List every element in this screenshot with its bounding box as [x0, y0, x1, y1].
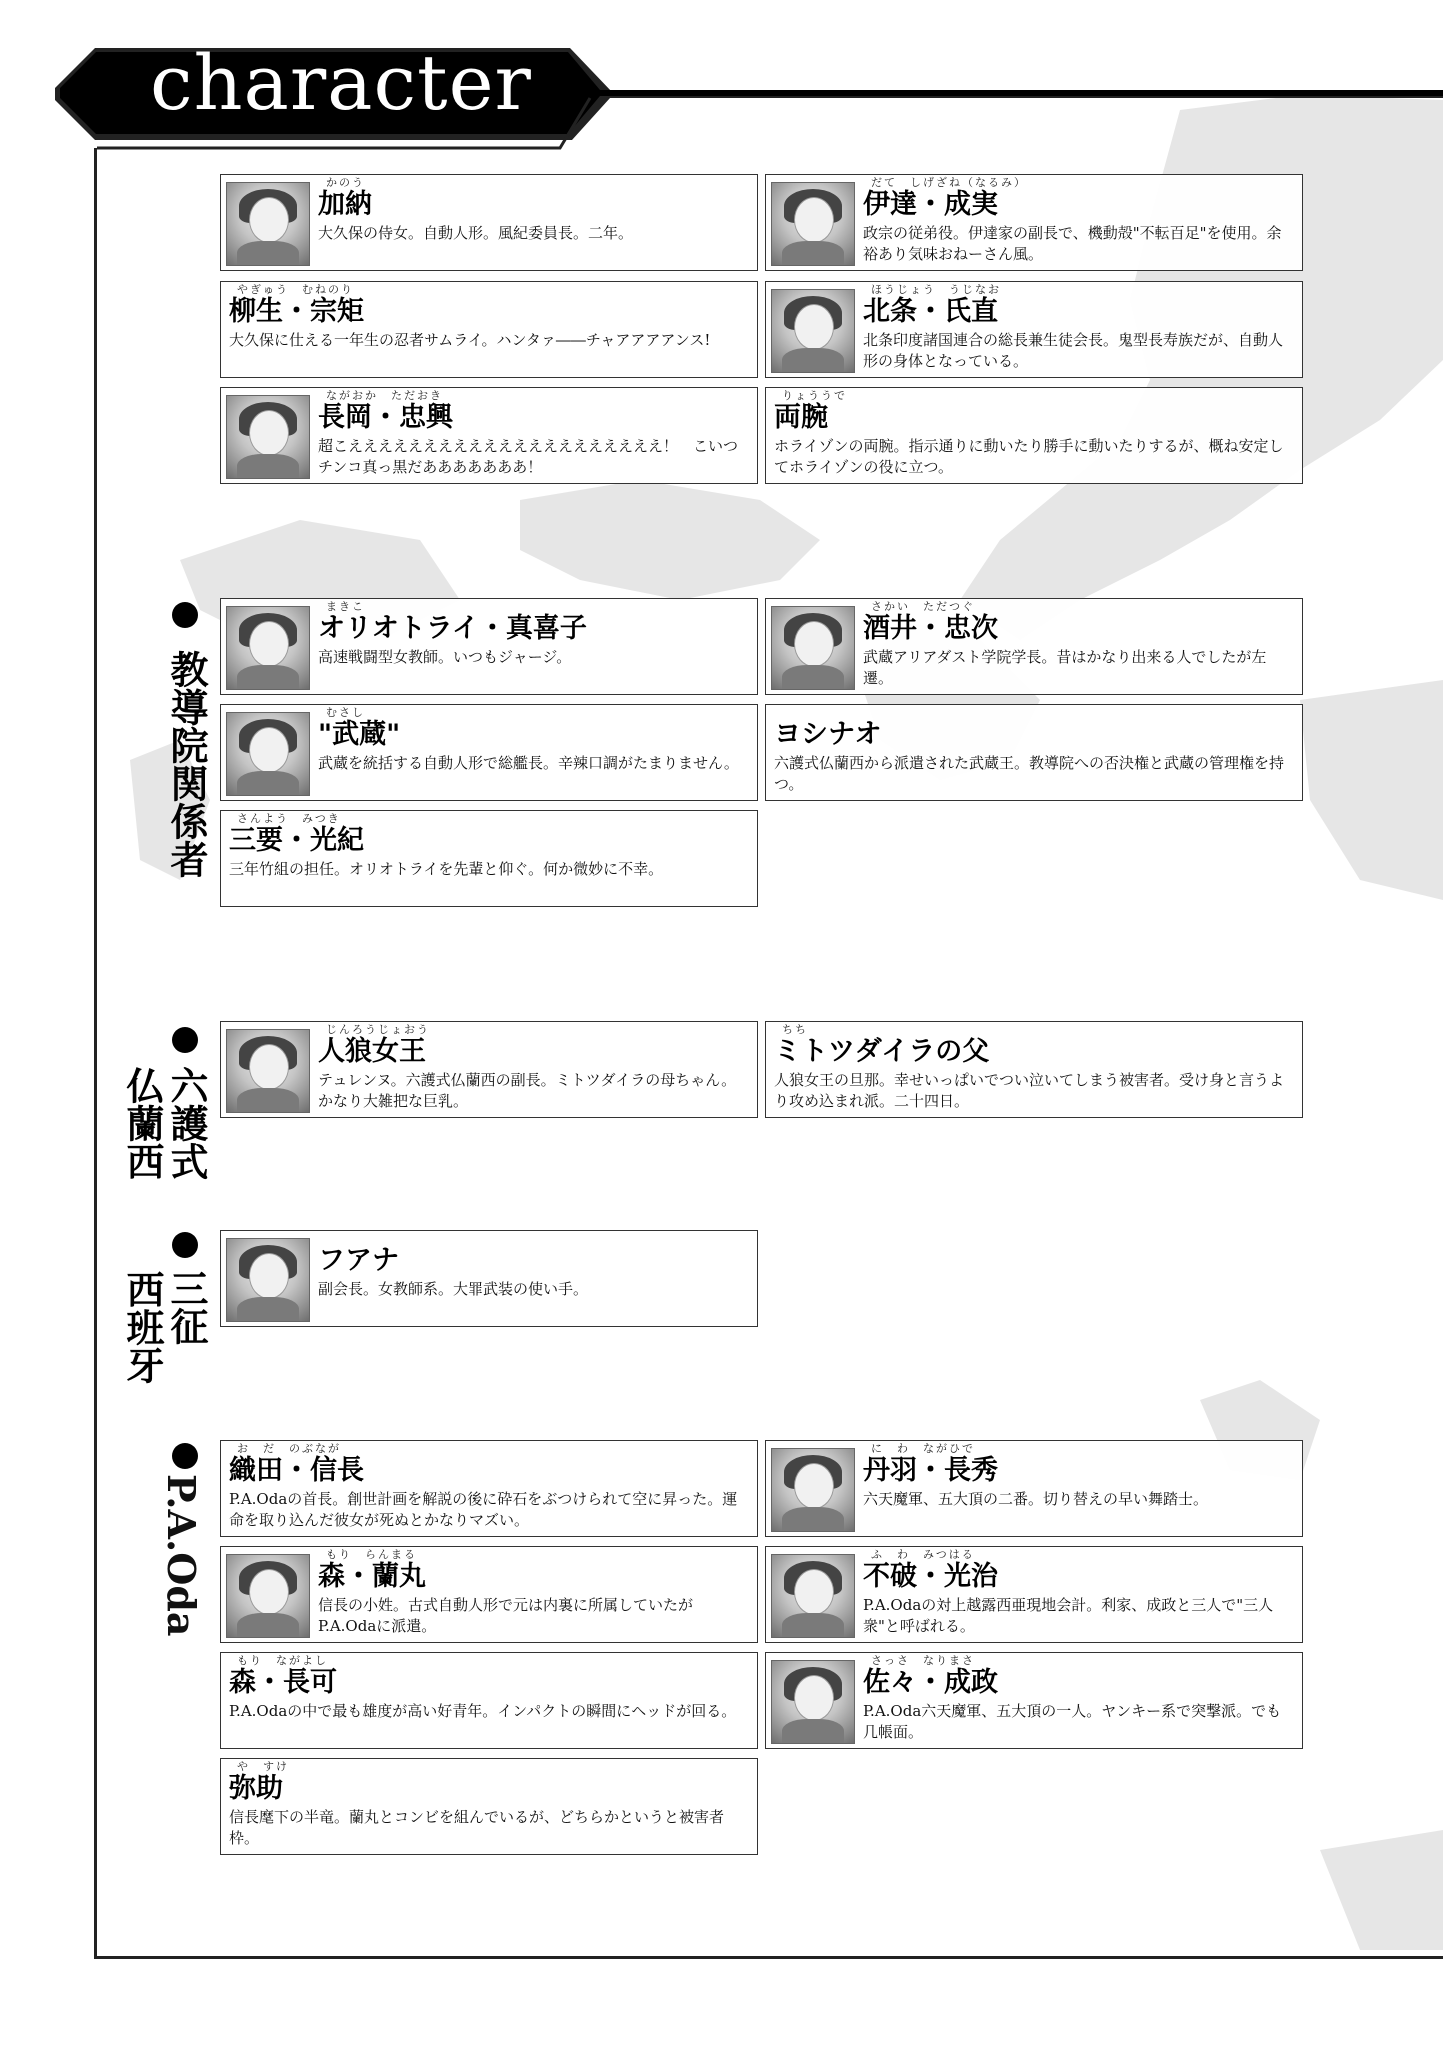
name-ruby: かのう — [326, 176, 365, 189]
name-ruby: やぎゅう むねのり — [237, 283, 354, 296]
character-description: 高速戦闘型女教師。いつもジャージ。 — [318, 648, 572, 666]
group-label-col2: 西班牙 — [120, 1270, 165, 1384]
character-name: ミトツダイラの父 — [774, 1036, 990, 1067]
character-description: 政宗の従弟役。伊達家の副長で、機動殻"不転百足"を使用。余裕あり気味おねーさん風。 — [863, 224, 1282, 263]
character-name: 人狼女王 — [318, 1036, 426, 1067]
frame-left-rule — [94, 148, 97, 1958]
character-description: 副会長。女教師系。大罪武装の使い手。 — [318, 1280, 589, 1298]
character-card — [765, 1652, 1303, 1749]
name-ruby: もり ながよし — [237, 1654, 328, 1667]
character-description: 大久保の侍女。自動人形。風紀委員長。二年。 — [318, 224, 634, 242]
name-ruby: りょううで — [782, 389, 847, 402]
character-card — [220, 387, 758, 484]
portrait-image — [771, 1554, 855, 1638]
name-ruby: ちち — [782, 1023, 808, 1036]
character-name: 丹羽・長秀 — [863, 1455, 998, 1486]
character-description: 信長麾下の半竜。蘭丸とコンビを組んでいるが、どちらかというと被害者枠。 — [229, 1808, 725, 1847]
name-ruby: さっさ なりまさ — [871, 1654, 975, 1667]
character-card — [765, 281, 1303, 378]
name-ruby: じんろうじょおう — [326, 1023, 430, 1036]
character-description: 人狼女王の旦那。幸せいっぱいでつい泣いてしまう被害者。受け身と言うより攻め込まれ派。二十四日。 — [774, 1071, 1285, 1110]
group-bullet — [172, 602, 198, 628]
group-label: P.A.Oda — [159, 1474, 204, 1637]
character-description: テュレンヌ。六護式仏蘭西の副長。ミトツダイラの母ちゃん。かなり大雑把な巨乳。 — [318, 1071, 737, 1110]
character-card — [765, 1546, 1303, 1643]
character-description: 武蔵アリアダスト学院学長。昔はかなり出来る人でしたが左遷。 — [863, 648, 1267, 687]
portrait-image — [771, 1448, 855, 1532]
name-ruby: に わ ながひで — [871, 1442, 975, 1455]
portrait-image — [226, 606, 310, 690]
character-card — [765, 174, 1303, 271]
portrait-image — [226, 1554, 310, 1638]
character-name: 両腕 — [774, 402, 828, 433]
character-name: ヨシナオ — [774, 719, 882, 750]
character-name: 佐々・成政 — [863, 1667, 998, 1698]
portrait-image — [226, 182, 310, 266]
character-card — [765, 387, 1303, 484]
character-description: P.A.Oda六天魔軍、五大頂の一人。ヤンキー系で突撃派。でも几帳面。 — [863, 1702, 1282, 1741]
portrait-image — [226, 1238, 310, 1322]
name-ruby: まきこ — [326, 600, 365, 613]
character-description: 三年竹組の担任。オリオトライを先輩と仰ぐ。何か微妙に不幸。 — [229, 860, 664, 878]
character-name: 織田・信長 — [229, 1455, 364, 1486]
character-name: 森・蘭丸 — [318, 1561, 426, 1592]
character-card — [220, 281, 758, 378]
name-ruby: むさし — [326, 706, 365, 719]
character-card — [220, 1758, 758, 1855]
character-description: 超こえええええええええええええええええええええ！ こいつチンコ真っ黒だあああああああ！ — [318, 437, 739, 476]
name-ruby: もり らんまる — [326, 1548, 417, 1561]
character-card — [220, 598, 758, 695]
character-description: 信長の小姓。古式自動人形で元は内裏に所属していたがP.A.Odaに派遣。 — [318, 1596, 694, 1635]
portrait-image — [226, 395, 310, 479]
group-bullet — [172, 1232, 198, 1258]
character-description: 六天魔軍、五大頂の二番。切り替えの早い舞踏士。 — [863, 1490, 1209, 1508]
character-description: 武蔵を統括する自動人形で総艦長。辛辣口調がたまりません。 — [318, 754, 739, 772]
group-label: 教導院関係者 — [164, 650, 209, 878]
character-description: 大久保に仕える一年生の忍者サムライ。ハンタァ――チャアアアアンス! — [229, 331, 711, 349]
name-ruby: お だ のぶなが — [237, 1442, 341, 1455]
character-name: 不破・光治 — [863, 1561, 998, 1592]
frame-bottom-rule — [94, 1956, 1443, 1959]
name-ruby: だて しげざね（なるみ） — [871, 176, 1027, 189]
name-ruby: ふ わ みつはる — [871, 1548, 975, 1561]
page-title: character — [150, 38, 532, 127]
character-name: 酒井・忠次 — [863, 613, 998, 644]
character-card — [765, 1440, 1303, 1537]
character-name: フアナ — [318, 1245, 399, 1276]
character-name: 長岡・忠興 — [318, 402, 453, 433]
character-name: 北条・氏直 — [863, 296, 998, 327]
character-name: 柳生・宗矩 — [229, 296, 364, 327]
group-label-col1: 六護式 — [164, 1066, 209, 1180]
character-description: 北条印度諸国連合の総長兼生徒会長。鬼型長寿族だが、自動人形の身体となっている。 — [863, 331, 1284, 370]
character-card — [220, 1652, 758, 1749]
portrait-image — [226, 712, 310, 796]
character-description: P.A.Odaの中で最も雄度が高い好青年。インパクトの瞬間にヘッドが回る。 — [229, 1702, 737, 1720]
character-description: 六護式仏蘭西から派遣された武蔵王。教導院への否決権と武蔵の管理権を持つ。 — [774, 754, 1285, 793]
name-ruby: ほうじょう うじなお — [871, 283, 1001, 296]
character-card — [765, 598, 1303, 695]
character-card — [765, 704, 1303, 801]
character-name: 森・長可 — [229, 1667, 337, 1698]
name-ruby: ながおか ただおき — [326, 389, 443, 402]
character-description: P.A.Odaの首長。創世計画を解説の後に砕石をぶつけられて空に昇った。運命を取り込んだ彼女が死ぬとかなりマズい。 — [229, 1490, 738, 1529]
group-bullet — [172, 1443, 198, 1469]
portrait-image — [771, 289, 855, 373]
character-card — [220, 1440, 758, 1537]
character-card — [220, 1546, 758, 1643]
character-name: オリオトライ・真喜子 — [318, 613, 587, 644]
character-name: 加納 — [318, 189, 372, 220]
character-card — [765, 1021, 1303, 1118]
name-ruby: さんよう みつき — [237, 812, 341, 825]
portrait-image — [771, 182, 855, 266]
character-name: 弥助 — [229, 1773, 283, 1804]
character-name: 伊達・成実 — [863, 189, 998, 220]
group-label-col2: 仏蘭西 — [120, 1066, 165, 1180]
character-card — [220, 174, 758, 271]
character-description: ホライゾンの両腕。指示通りに動いたり勝手に動いたりするが、概ね安定してホライゾンの役に立つ。 — [774, 437, 1284, 476]
portrait-image — [771, 606, 855, 690]
name-ruby: や すけ — [237, 1760, 289, 1773]
character-name: 三要・光紀 — [229, 825, 364, 856]
portrait-image — [771, 1660, 855, 1744]
character-card — [220, 1021, 758, 1118]
character-description: P.A.Odaの対上越露西亜現地会計。利家、成政と三人で"三人衆"と呼ばれる。 — [863, 1596, 1274, 1635]
portrait-image — [226, 1029, 310, 1113]
character-card — [220, 810, 758, 907]
name-ruby: さかい ただつぐ — [871, 600, 975, 613]
character-name: "武蔵" — [318, 719, 401, 750]
group-bullet — [172, 1027, 198, 1053]
group-label-col1: 三征 — [164, 1269, 209, 1345]
character-card — [220, 1230, 758, 1327]
character-card — [220, 704, 758, 801]
